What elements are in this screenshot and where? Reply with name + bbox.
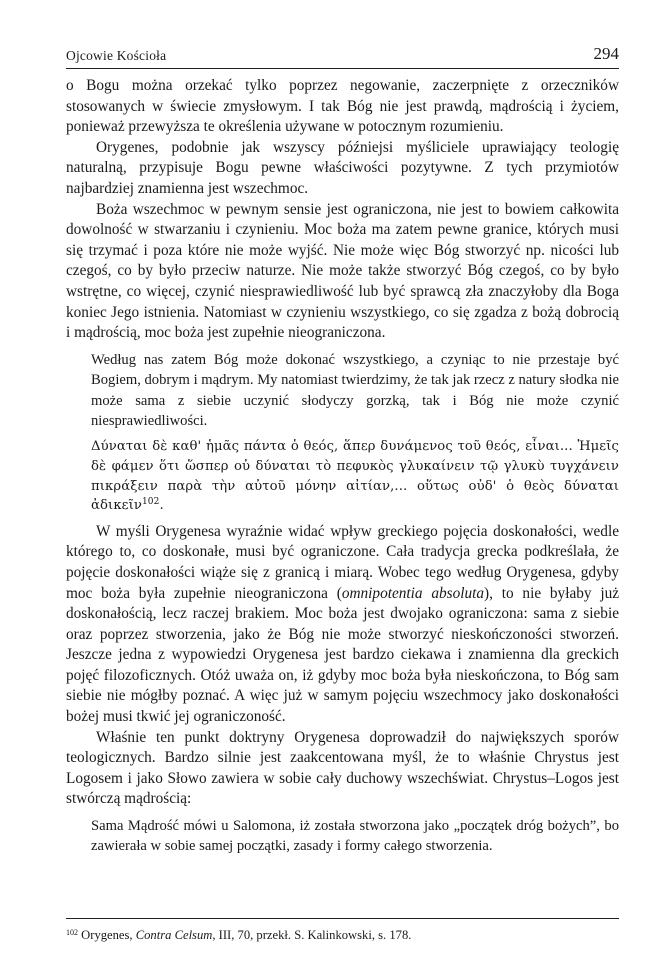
footnote-title: Contra Celsum [135, 928, 213, 942]
footnote-rule [66, 918, 619, 919]
running-header [66, 44, 619, 70]
paragraph-2: Orygenes, podobnie jak wszyscy późniejsi myśliciele uprawiający teologię naturalną, przypisuje Bogu pewne właściwości pozytywne. Z tych przymiotów najbardziej znamienna jest wszechmoc. [66, 138, 619, 197]
header-rule [66, 68, 619, 69]
block-quote-greek [91, 437, 619, 515]
footnote [66, 924, 619, 944]
block-quote-wisdom [91, 816, 619, 857]
latin-term: omnipotentia absoluta [341, 584, 485, 602]
page-number: 294 [593, 44, 619, 63]
paragraph-5: Właśnie ten punkt doktryny Orygenesa doprowadził do największych sporów teologicznych. Bardzo silnie jest zaakcentowana myśl, że to właśnie Chrystus jest Logosem i jako Słowo zawiera w sobie cały duchowy wszechświat. Chrystus–Logos jest stwórczą mądrością: [66, 728, 619, 808]
greek-quote: Δύναται δὲ καθ' ἡμᾶς πάντα ὁ θεός, ἅπερ δυνάμενος τοῦ θεός, εἶναι... Ἡμεῖς δὲ φάμεν ὅτι ὥσπερ οὐ δύναται τὸ πεφυκὸς γλυκαίνειν τῷ γλυκὺ τυγχάνειν πικράξειν παρὰ τὴν αὐτοῦ μόνην αἰτίαν,... οὕτως οὐδ' ὁ θεὸς δύναται ἀδικεῖν$^{102}$. [91, 439, 619, 514]
running-title: Ojcowie Kościoła [66, 48, 167, 63]
greek-text: Δύναται δὲ καθ' ἡμᾶς πάντα ὁ θεός, ἅπερ δυνάμενος τοῦ θεός, εἶναι... Ἡμεῖς δὲ φάμεν ὅτι ὥσπερ οὐ δύναται τὸ πεφυκὸς γλυκαίνειν τῷ γλυκὺ τυγχάνειν πικράξειν παρὰ τὴν αὐτοῦ μόνην αἰτίαν,... οὕτως οὐδ' ὁ θεὸς δύναται ἀδικεῖν [91, 439, 619, 514]
main-text [66, 76, 619, 863]
footnote-details: , III, 70, przekł. S. Kalinkowski, s. 178. [212, 928, 412, 942]
footnote-ref: 102 [141, 497, 160, 508]
quote-2: Sama Mądrość mówi u Salomona, iż została stworzona jako „początek dróg bożych”, bo zawierała w sobie samej początki, zasady i formy całego stworzenia. [91, 818, 619, 855]
paragraph-1: o Bogu można orzekać tylko poprzez negowanie, zaczerpnięte z orzeczników stosowanych w świecie zmysłowym. I tak Bóg nie jest prawdą, mądrością i życiem, ponieważ przewyższa te określenia używane w potocznym rozumieniu. [66, 77, 619, 136]
block-quote-polish [91, 350, 619, 432]
footnote-number: 102 [66, 928, 78, 937]
paragraph-3: Boża wszechmoc w pewnym sensie jest ograniczona, nie jest to bowiem całkowita dowolność w stwarzaniu i czynieniu. Moc boża ma zatem pewne granice, których musi się trzymać i poza które nie może wyjść. Nie może więc Bóg stworzyć np. nicości lub czegoś, co by było przeciw naturze. Nie może także stworzyć Bóg czegoś, co by było wstrętne, co więcej, czynić niesprawiedliwość lub być sprawcą zła znaczyłoby dla Boga koniec Jego istnienia. Natomiast w czynieniu wszystkiego, co się zgadza z bożą dobrocią i mądrością, moc boża jest zupełnie nieograniczona. [66, 200, 619, 342]
footnote-author: Orygenes, [81, 928, 133, 942]
quote-1: Według nas zatem Bóg może dokonać wszystkiego, a czyniąc to nie przestaje być Bogiem, dobrym i mądrym. My natomiast twierdzimy, że tak jak rzecz z natury słodka nie może sama z siebie uczynić słodyczy gorzką, tak i Bóg nie może czynić niesprawiedliwości. [91, 351, 619, 429]
paragraph-4: W myśli Orygenesa wyraźnie widać wpływ greckiego pojęcia doskonałości, wedle którego to, co doskonałe, musi być ograniczone. Cała tradycja grecka podkreślała, że pojęcie doskonałości wiąże się z granicą i miarą. Wobec tego według Orygenesa, gdyby moc boża była zupełnie nieograniczona (omnipotentia absoluta), to nie byłaby już doskonałością, lecz raczej brakiem. Moc boża jest dwojako ograniczona: sama z siebie oraz poprzez stworzenia, jako że Bóg nie może stworzyć nieskończoności stworzeń. Jeszcze jedna z wypowiedzi Orygenesa jest bardzo ciekawa i znamienna dla greckich pojęć filozoficznych. Otóż uważa on, iż gdyby moc boża była nieskończona, to Bóg sam siebie nie mógłby poznać. A więc już w samym pojęciu wszechmocy jako doskonałości bożej musi tkwić jej ograniczoność. [66, 522, 620, 726]
